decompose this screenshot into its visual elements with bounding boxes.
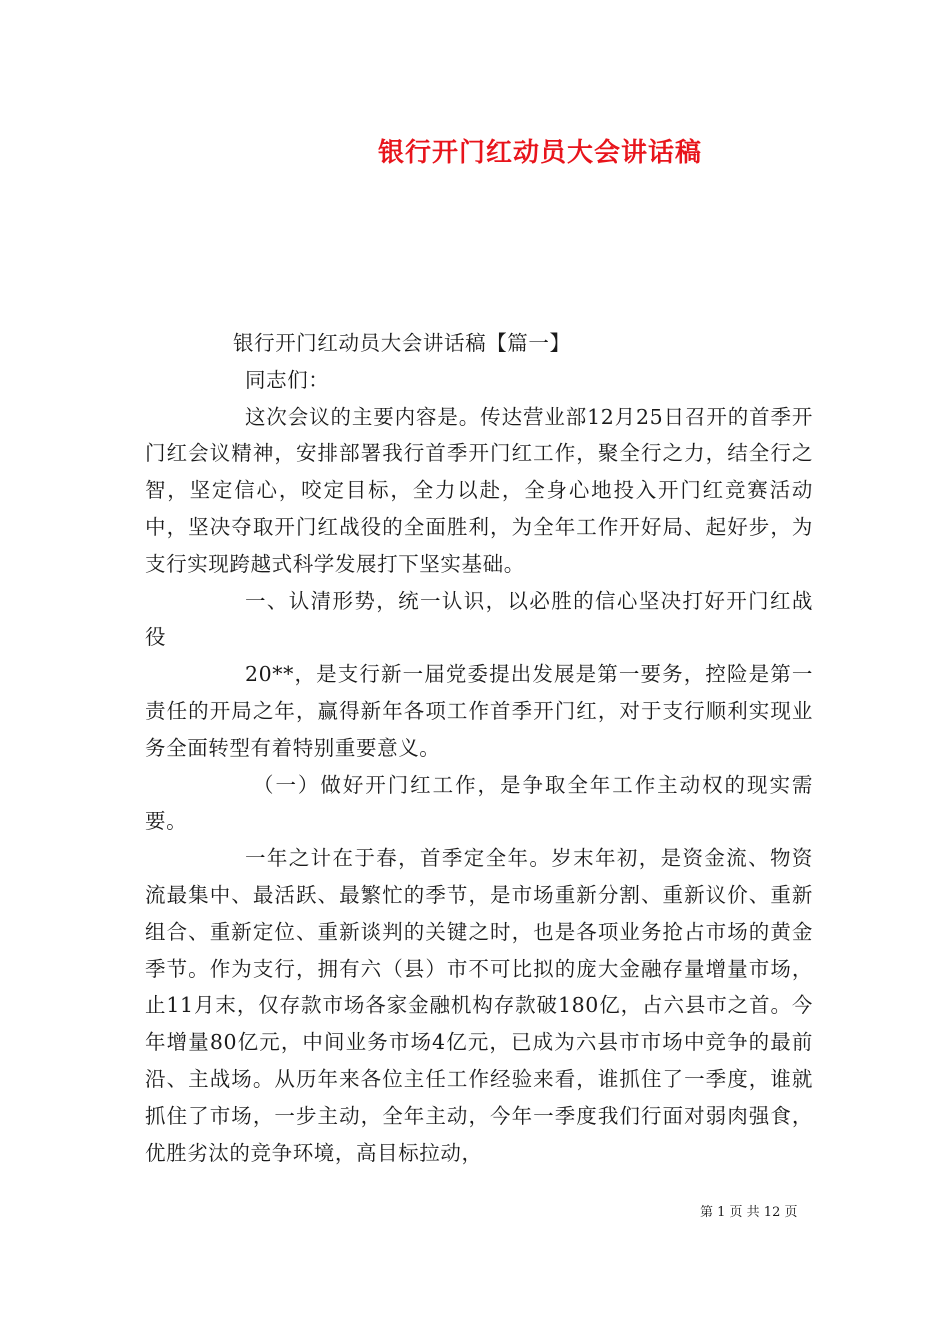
page-number: 第 1 页 共 12 页 [700, 1205, 798, 1220]
document-title: 银行开门红动员大会讲话稿 [377, 138, 702, 168]
paragraph-context: 20**，是支行新一届党委提出发展是第一要务，控险是第一责任的开局之年，赢得新年各项工作首季开门红，对于支行顺利实现业务全面转型有着特别重要意义。 [145, 662, 813, 760]
subheading-one: （一）做好开门红工作，是争取全年工作主动权的现实需要。 [145, 772, 813, 834]
document-body [145, 325, 813, 1171]
paragraph-intro: 这次会议的主要内容是。传达营业部12月25日召开的首季开门红会议精神，安排部署我行首季开门红工作，聚全行之力，结全行之智，坚定信心，咬定目标，全力以赴，全身心地投入开门红竞赛活动中，坚决夺取开门红战役的全面胜利，为全年工作开好局、起好步，为支行实现跨越式科学发展打下坚实基础。 [145, 404, 813, 576]
heading-part-one: 一、认清形势，统一认识，以必胜的信心坚决打好开门红战役 [145, 588, 813, 650]
paragraph-market: 一年之计在于春，首季定全年。岁末年初，是资金流、物资流最集中、最活跃、最繁忙的季节，是市场重新分割、重新议价、重新组合、重新定位、重新谈判的关键之时，也是各项业务抢占市场的黄金季节。作为支行，拥有六（县）市不可比拟的庞大金融存量增量市场，止11月末，仅存款市场各家金融机构存款破180亿，占六县市之首。今年增量80亿元，中间业务市场4亿元，已成为六县市市场中竞争的最前沿、主战场。从历年来各位主任工作经验来看，谁抓住了一季度，谁就抓住了市场，一步主动，全年主动，今年一季度我们行面对弱肉强食，优胜劣汰的竞争环境，高目标拉动， [145, 846, 813, 1165]
salutation: 同志们： [245, 367, 330, 392]
section-heading: 银行开门红动员大会讲话稿【篇一】 [233, 331, 571, 355]
